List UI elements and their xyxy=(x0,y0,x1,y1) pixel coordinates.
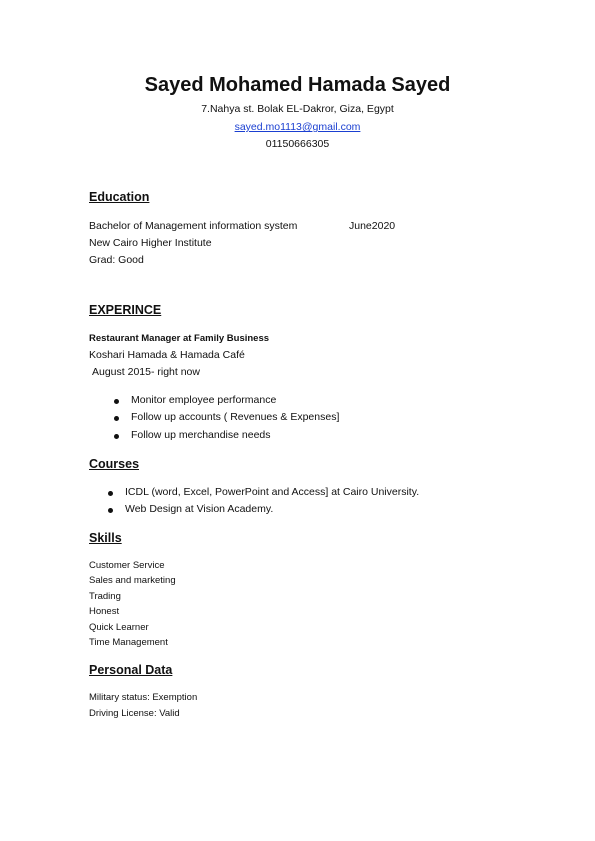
list-item: Web Design at Vision Academy. xyxy=(125,503,273,515)
skill-item: Customer Service xyxy=(89,560,165,571)
list-item: Follow up accounts ( Revenues & Expenses] xyxy=(131,411,339,423)
education-grade: Grad: Good xyxy=(89,254,144,266)
list-item: Monitor employee performance xyxy=(131,394,276,406)
email-link[interactable]: sayed.mo1113@gmail.com xyxy=(234,121,361,133)
military-status: Military status: Exemption xyxy=(89,692,198,703)
personal-data-heading: Personal Data xyxy=(89,663,173,677)
bullet-icon xyxy=(114,416,119,421)
candidate-name: Sayed Mohamed Hamada Sayed xyxy=(144,74,451,96)
skill-item: Sales and marketing xyxy=(89,575,176,586)
skill-item: Trading xyxy=(89,591,121,602)
experience-company: Koshari Hamada & Hamada Café xyxy=(89,349,245,361)
experience-heading: EXPERINCE xyxy=(89,303,162,317)
education-date: June2020 xyxy=(349,220,396,232)
skill-item: Time Management xyxy=(89,637,168,648)
courses-heading: Courses xyxy=(89,457,140,471)
address: 7.Nahya st. Bolak EL-Dakror, Giza, Egypt xyxy=(201,103,394,115)
bullet-icon xyxy=(108,491,113,496)
education-heading: Education xyxy=(89,190,150,204)
list-item: Follow up merchandise needs xyxy=(131,429,271,441)
skills-heading: Skills xyxy=(89,531,122,545)
skill-item: Quick Learner xyxy=(89,622,149,633)
experience-period: August 2015- right now xyxy=(92,366,200,378)
education-degree: Bachelor of Management information system xyxy=(89,220,298,232)
phone: 01150666305 xyxy=(265,138,330,150)
bullet-icon xyxy=(114,399,119,404)
skill-item: Honest xyxy=(89,606,120,617)
education-institute: New Cairo Higher Institute xyxy=(89,237,212,249)
bullet-icon xyxy=(108,508,113,513)
email-row xyxy=(0,121,595,133)
driving-license: Driving License: Valid xyxy=(89,708,180,719)
bullet-icon xyxy=(114,434,119,439)
list-item: ICDL (word, Excel, PowerPoint and Access] at Cairo University. xyxy=(125,486,419,498)
experience-title: Restaurant Manager at Family Business xyxy=(89,333,270,344)
